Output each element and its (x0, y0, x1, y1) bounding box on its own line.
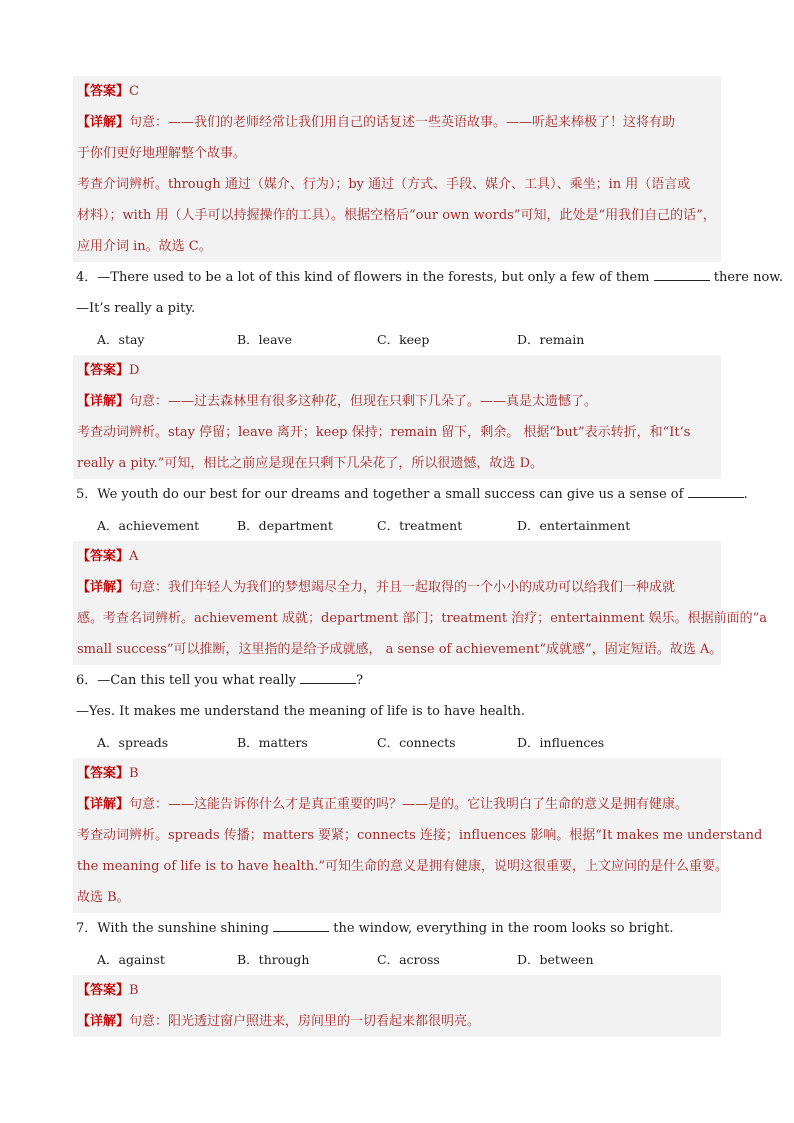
option-c: C．treatment (377, 518, 463, 533)
answer-blank (688, 485, 744, 498)
q7-stem (73, 913, 721, 944)
q4-detail-text: 句意：——过去森林里有很多这种花，但现在只剩下几朵了。——真是太遗憾了。 (129, 394, 598, 409)
option-a: A．stay (97, 332, 145, 347)
q3-detail-line: 于你们更好地理解整个故事。 (77, 146, 247, 161)
q7-answer: B (129, 983, 139, 998)
option-b: B．matters (237, 735, 308, 750)
q3-answer-block (73, 76, 721, 262)
q3-answer-line (77, 76, 717, 107)
q4-answer: D (129, 363, 140, 378)
detail-label: 【详解】 (77, 580, 130, 595)
q6-detail-text: 句意：——这能告诉你什么才是真正重要的吗？——是的。它让我明白了生命的意义是拥有健康。 (129, 797, 689, 812)
detail-label: 【详解】 (77, 115, 130, 130)
answer-label: 【答案】 (77, 363, 130, 378)
q6-detail-line: the meaning of life is to have health.”可知生命的意义是拥有健康，说明这很重要，上文应问的是什么重要。 (77, 859, 729, 874)
q4-stem-text: 4．—There used to be a lot of this kind of flowers in the forests, but only a few of them (76, 270, 654, 285)
option-b: B．leave (237, 332, 292, 347)
option-a: A．against (97, 952, 165, 967)
answer-label: 【答案】 (77, 549, 130, 564)
option-d: D．remain (517, 332, 585, 347)
q6-answer: B (129, 766, 139, 781)
q7-detail-text: 句意：阳光透过窗户照进来，房间里的一切看起来都很明亮。 (129, 1014, 481, 1029)
q4-options (73, 324, 721, 355)
q5-detail-line (77, 572, 717, 603)
q7-options (73, 944, 721, 975)
answer-label: 【答案】 (77, 983, 130, 998)
q3-detail-text: 句意：——我们的老师经常让我们用自己的话复述一些英语故事。——听起来棒极了！这将有助 (129, 115, 676, 130)
q4-answer-block (73, 355, 721, 479)
option-c: C．keep (377, 332, 430, 347)
q6-stem-text: 6．—Can this tell you what really (76, 673, 301, 688)
q6-stem-line2: —Yes. It makes me understand the meaning of life is to have health. (76, 704, 526, 719)
detail-label: 【详解】 (77, 1014, 130, 1029)
q3-detail-line: 应用介词 in。故选 C。 (77, 239, 212, 254)
option-a: A．achievement (97, 518, 200, 533)
q4-stem-line2: —It’s really a pity. (76, 301, 196, 316)
q5-answer-block (73, 541, 768, 665)
q7-stem-text: the window, everything in the room looks so bright. (329, 921, 674, 936)
option-d: D．between (517, 952, 594, 967)
q6-answer-block (73, 758, 763, 913)
q6-detail-line: 考查动词辨析。spreads 传播；matters 要紧；connects 连接；influences 影响。根据“It makes me understand (77, 828, 763, 843)
answer-label: 【答案】 (77, 766, 130, 781)
q5-stem-text: . (743, 487, 748, 502)
q3-detail-line: 材料）；with 用（人手可以持握操作的工具）。根据空格后“our own words”可知，此处是“用我们自己的话”， (77, 208, 716, 223)
detail-label: 【详解】 (77, 394, 130, 409)
q6-detail-line: 故选 B。 (77, 890, 130, 905)
q5-detail-line: 感。考查名词辨析。achievement 成就；department 部门；treatment 治疗；entertainment 娱乐。根据前面的“a (77, 611, 768, 626)
q4-stem-text: there now. (709, 270, 783, 285)
q4-detail-line (77, 386, 717, 417)
option-d: D．entertainment (517, 518, 631, 533)
option-a: A．spreads (97, 735, 169, 750)
q5-options (73, 510, 721, 541)
option-b: B．through (237, 952, 310, 967)
q5-stem-text: 5．We youth do our best for our dreams and together a small success can give us a sense of (76, 487, 688, 502)
q3-answer: C (129, 84, 139, 99)
answer-blank (300, 671, 356, 684)
q6-detail-line (77, 789, 717, 820)
option-c: C．connects (377, 735, 456, 750)
q5-answer-line (77, 541, 717, 572)
q4-detail-line: 考查动词辨析。stay 停留；leave 离开；keep 保持；remain 留下，剩余。 根据“but”表示转折，和“It’s (77, 425, 691, 440)
q7-answer-line (77, 975, 717, 1006)
answer-blank (273, 919, 329, 932)
q6-answer-line (77, 758, 717, 789)
q4-stem (73, 262, 783, 293)
q3-detail-line (77, 107, 717, 138)
q6-options (73, 727, 721, 758)
answer-label: 【答案】 (77, 84, 130, 99)
q6-stem-text: ? (356, 673, 364, 688)
q7-detail-line (77, 1006, 717, 1037)
q4-detail-line: really a pity.”可知，相比之前应是现在只剩下几朵花了，所以很遗憾，故选 D。 (77, 456, 543, 471)
q4-answer-line (77, 355, 717, 386)
q5-stem (73, 479, 748, 510)
detail-label: 【详解】 (77, 797, 130, 812)
q6-stem (73, 665, 721, 696)
option-d: D．influences (517, 735, 605, 750)
q3-detail-line: 考查介词辨析。through 通过（媒介、行为）；by 通过（方式、手段、媒介、工具）、乘坐；in 用（语言或 (77, 177, 691, 192)
q7-answer-block (73, 975, 721, 1037)
option-c: C．across (377, 952, 440, 967)
option-b: B．department (237, 518, 333, 533)
document-page (73, 76, 783, 1037)
q5-detail-text: 句意：我们年轻人为我们的梦想竭尽全力，并且一起取得的一个小小的成功可以给我们一种成就 (129, 580, 676, 595)
answer-blank (654, 268, 710, 281)
q7-stem-text: 7．With the sunshine shining (76, 921, 274, 936)
q5-detail-line: small success”可以推断，这里指的是给予成就感， a sense of achievement“成就感”，固定短语。故选 A。 (77, 642, 723, 657)
q5-answer: A (129, 549, 139, 564)
